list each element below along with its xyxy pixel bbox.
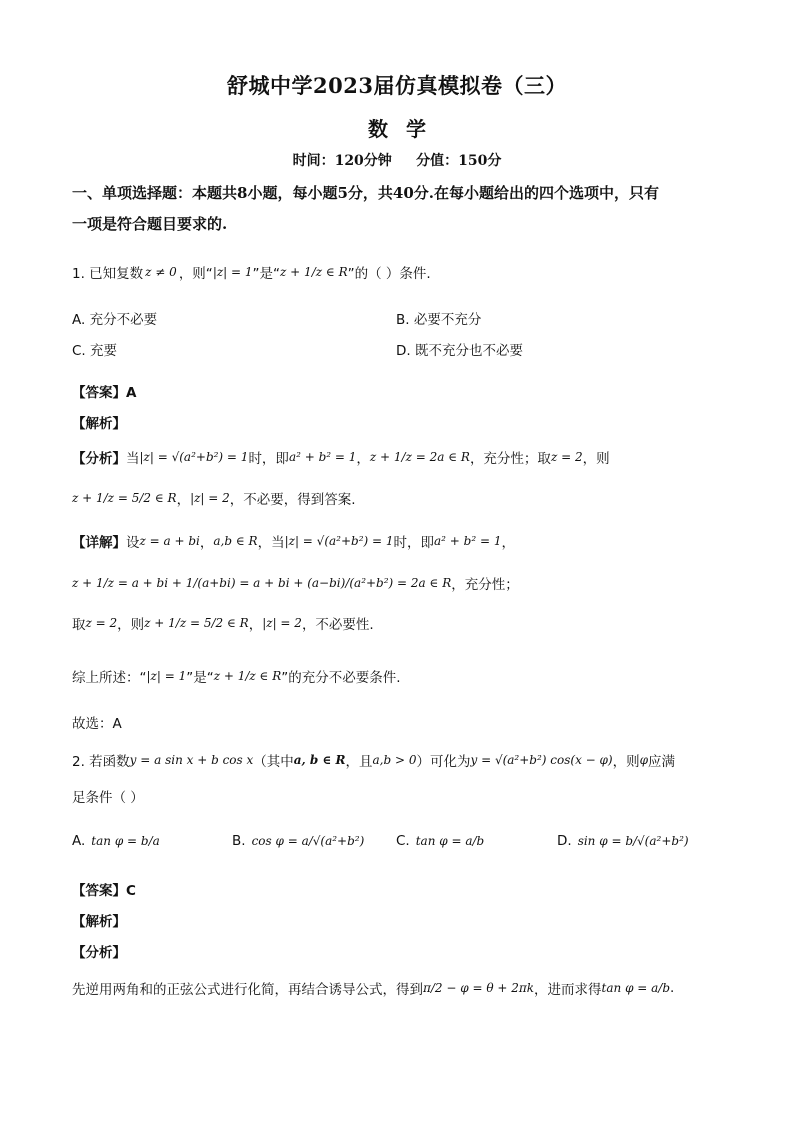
- q1-fenxi-l1d: a² + b² = 1: [288, 450, 357, 464]
- q2-opt-a-label: A.: [72, 833, 86, 849]
- q1-xj-l1e: ，当: [257, 535, 285, 551]
- q1-fenxi-l2d: ，不必要，得到答案.: [229, 492, 356, 508]
- q2-post1: 应满: [648, 754, 676, 770]
- q1-xj-l3f: |z| = 2: [262, 616, 302, 630]
- q1-xj-l3b: z = 2: [85, 616, 118, 630]
- q1-xj-l1f: |z| = √(a²+b²) = 1: [284, 534, 394, 548]
- q1-xj-l1g: 时，即: [393, 535, 435, 551]
- question-1-stem: [72, 262, 431, 282]
- q1-option-d: D. 既不充分也不必要: [396, 343, 523, 359]
- q2-opt-c-label: C.: [396, 833, 410, 849]
- q1-fenxi-line1: [72, 447, 610, 467]
- q1-option-a: A. 充分不必要: [72, 312, 158, 328]
- section-heading-line2: 一项是符合题目要求的.: [72, 215, 228, 233]
- q2-fenxi-tag: 【分析】: [72, 945, 126, 961]
- q1-xj-l2b: ，充分性；: [451, 577, 519, 593]
- q1-fenxi-tag: 【分析】: [72, 451, 126, 467]
- page-title: 舒城中学2023届仿真模拟卷（三）: [227, 73, 567, 98]
- q1-summary: [72, 666, 401, 686]
- q1-xj-l1h: a² + b² = 1: [434, 534, 502, 548]
- q1-fenxi-l1h: z = 2: [550, 450, 583, 464]
- q2-opt-c-expr: tan φ = a/b: [415, 834, 485, 848]
- q2-opt-b-label: B.: [232, 833, 246, 849]
- q1-xj-l3a: 取: [72, 617, 86, 633]
- q1-fenxi-l2a: z + 1/z = 5/2 ∈ R: [72, 491, 177, 505]
- q1-fenxi-line2: [72, 488, 356, 508]
- q1-xiangjie-line3: [72, 613, 374, 633]
- q2-fx-a: 先逆用两角和的正弦公式进行化简，再结合诱导公式，得到: [72, 982, 423, 998]
- q1-post: ”的（ ）条件.: [347, 266, 431, 282]
- q1-xj-l1d: a,b ∈ R: [213, 534, 258, 548]
- question-2-stem-line2: 足条件（ ）: [72, 790, 144, 806]
- q1-mid2: ”是“: [252, 266, 281, 282]
- q2-mid1: （其中: [253, 754, 294, 770]
- q1-xj-l1a: 设: [126, 535, 140, 551]
- q2-option-a: [72, 833, 160, 849]
- q2-fx-c: ，进而求得: [534, 982, 602, 998]
- question-2-stem-line1: [72, 750, 675, 770]
- q2-option-b: [232, 833, 364, 849]
- q2-fx-d: tan φ = a/b: [601, 981, 671, 995]
- q2-answer: 【答案】C: [72, 883, 136, 899]
- q1-condition: z ≠ 0: [145, 265, 177, 279]
- q1-xj-l1i: ，: [501, 535, 515, 551]
- q1-sum-b: |z| = 1: [146, 669, 187, 683]
- q1-sum-c: ”是“: [186, 670, 214, 686]
- q2-opt-b-expr: cos φ = a/√(a²+b²): [251, 834, 365, 848]
- section-heading-line1: 一、单项选择题：本题共8小题，每小题5分，共40分.在每小题给出的四个选项中，只有: [72, 184, 659, 202]
- q2-analysis-tag: 【解析】: [72, 914, 126, 930]
- q2-fx-b: π/2 − φ = θ + 2πk: [423, 981, 535, 995]
- q2-opt-d-label: D.: [557, 833, 572, 849]
- q1-xj-l3e: ，: [248, 617, 263, 633]
- q1-expression: z + 1/z ∈ R: [280, 265, 348, 279]
- q2-pre: 2. 若函数: [72, 754, 130, 770]
- q2-opt-a-expr: tan φ = b/a: [91, 834, 160, 848]
- q1-fenxi-l1a: 当: [126, 451, 140, 467]
- q1-mid1: ，则“: [178, 266, 213, 282]
- q1-answer: 【答案】A: [72, 385, 137, 401]
- subject-title: 数学: [368, 117, 444, 141]
- q1-xj-l2a: z + 1/z = a + bi + 1/(a+bi) = a + bi + (a−bi)/(a²+b²) = 2a ∈ R: [72, 576, 452, 590]
- q1-xj-l3d: z + 1/z = 5/2 ∈ R: [144, 616, 249, 630]
- q1-xj-l3g: ，不必要性.: [301, 617, 374, 633]
- q1-xiangjie-line1: [72, 531, 515, 551]
- q1-pre: 1. 已知复数: [72, 266, 144, 282]
- q2-fx-e: .: [670, 980, 675, 996]
- exam-meta: 时间：120分钟 分值：150分: [292, 153, 502, 169]
- q2-vars: a, b ∈ R: [293, 753, 346, 767]
- q1-fenxi-l1c: 时，即: [248, 451, 289, 467]
- q2-cond: a,b > 0: [372, 753, 417, 767]
- q1-xj-l1c: ，: [199, 535, 214, 551]
- q2-mid2: ，且: [345, 754, 373, 770]
- q2-form: y = √(a²+b²) cos(x − φ): [470, 753, 613, 767]
- q1-fenxi-l1g: ，充分性；取: [469, 451, 551, 467]
- q1-choice: 故选：A: [72, 716, 122, 732]
- q1-abs-z: |z| = 1: [212, 265, 253, 279]
- q2-opt-d-expr: sin φ = b/√(a²+b²): [577, 834, 689, 848]
- q2-mid3: ）可化为: [416, 754, 471, 770]
- q1-xj-l1b: z = a + bi: [139, 534, 200, 548]
- q1-fenxi-l2b: ，: [176, 492, 191, 508]
- q1-analysis-tag: 【解析】: [72, 416, 126, 432]
- q2-option-d: [557, 833, 689, 849]
- q1-xiangjie-line2: [72, 573, 519, 593]
- q1-sum-a: 综上所述：“: [72, 670, 147, 686]
- q1-option-b: B. 必要不充分: [396, 312, 482, 328]
- q1-fenxi-l1b: |z| = √(a²+b²) = 1: [139, 450, 249, 464]
- q2-func: y = a sin x + b cos x: [129, 753, 254, 767]
- q1-option-c: C. 充要: [72, 343, 118, 359]
- q2-option-c: [396, 833, 484, 849]
- q1-sum-e: ”的充分不必要条件.: [281, 670, 401, 686]
- q1-fenxi-l1f: z + 1/z = 2a ∈ R: [369, 450, 470, 464]
- q1-sum-d: z + 1/z ∈ R: [213, 669, 282, 683]
- q2-fenxi-text: [72, 978, 674, 998]
- q1-fenxi-l1i: ，则: [582, 451, 610, 467]
- q2-phi: φ: [639, 753, 649, 767]
- q1-xj-l3c: ，则: [117, 617, 145, 633]
- q1-fenxi-l1e: ，: [356, 451, 370, 467]
- q1-fenxi-l2c: |z| = 2: [190, 491, 230, 505]
- q2-mid4: ，则: [612, 754, 640, 770]
- q1-xiangjie-tag: 【详解】: [72, 535, 126, 551]
